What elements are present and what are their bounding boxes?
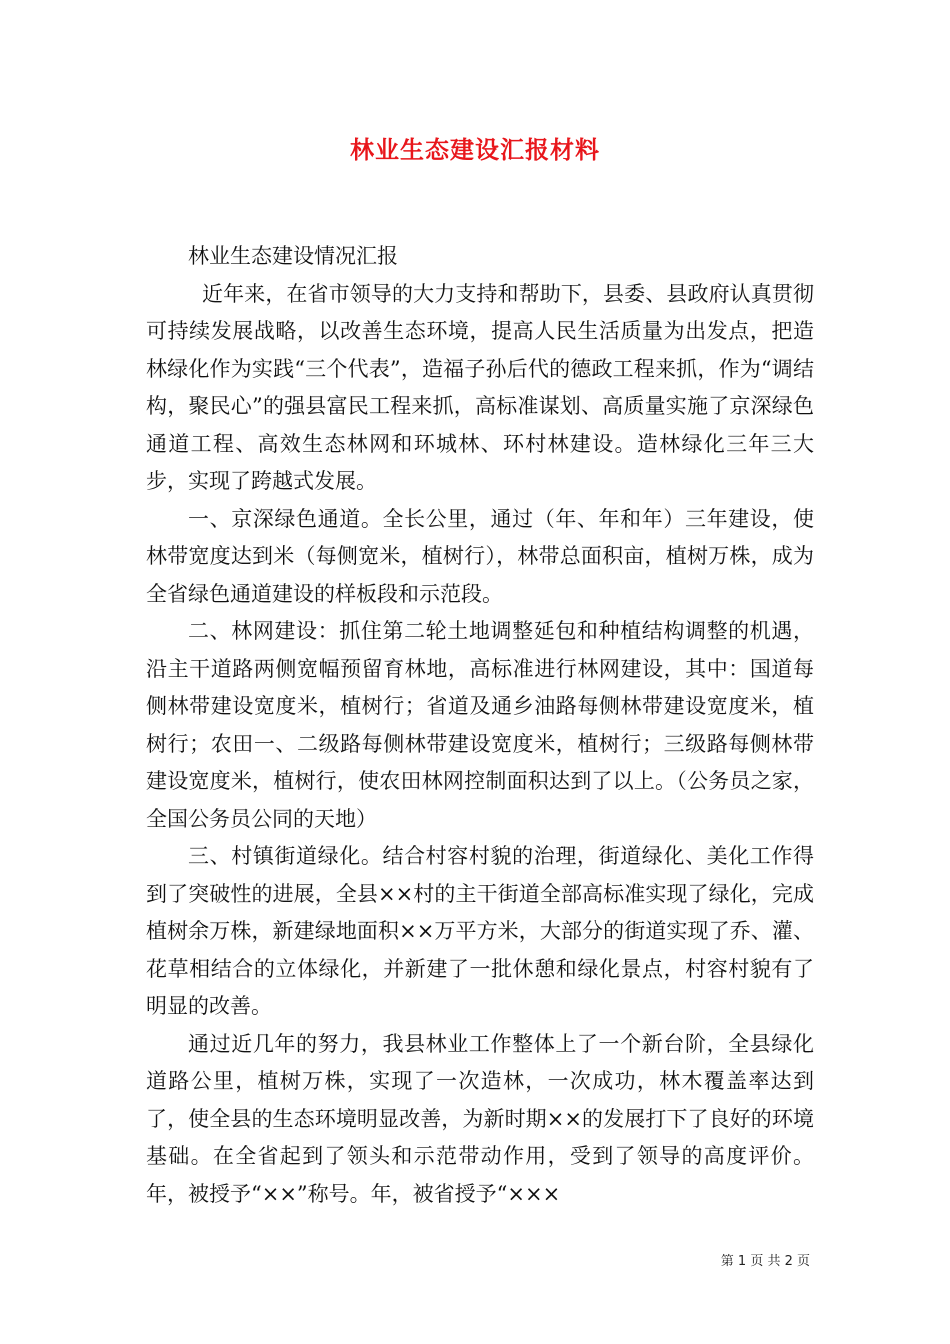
paragraph-green-corridor: 一、京深绿色通道。全长公里，通过（年、年和年）三年建设，使林带宽度达到米（每侧宽米，植树行），林带总面积亩，植树万株，成为全省绿色通道建设的样板段和示范段。: [146, 506, 814, 606]
paragraph-achievements: 通过近几年的努力，我县林业工作整体上了一个新台阶，全县绿化道路公里，植树万株，实现了一次造林，一次成功，林木覆盖率达到了，使全县的生态环境明显改善，为新时期××的发展打下了良好的环境基础。在全省起到了领头和示范带动作用，受到了领导的高度评价。年，被授予“××”称号。年，被省授予“×××: [146, 1031, 814, 1206]
page-number: 第 1 页 共 2 页: [720, 1254, 810, 1269]
document-title: 林业生态建设汇报材料: [350, 135, 600, 164]
paragraph-street-greening: 三、村镇街道绿化。结合村容村貌的治理，街道绿化、美化工作得到了突破性的进展，全县××村的主干街道全部高标准实现了绿化，完成植树余万株，新建绿地面积××万平方米，大部分的街道实现了乔、灌、花草相结合的立体绿化，并新建了一批休憩和绿化景点，村容村貌有了明显的改善。: [146, 844, 814, 1018]
paragraph-intro: 近年来，在省市领导的大力支持和帮助下，县委、县政府认真贯彻可持续发展战略，以改善生态环境，提高人民生活质量为出发点，把造林绿化作为实践“三个代表”，造福子孙后代的德政工程来抓，作为“调结构，聚民心”的强县富民工程来抓，高标准谋划、高质量实施了京深绿色通道工程、高效生态林网和环城林、环村林建设。造林绿化三年三大步，实现了跨越式发展。: [146, 281, 814, 493]
document-body: [146, 238, 814, 1213]
document-subtitle: 林业生态建设情况汇报: [188, 244, 398, 268]
paragraph-forest-network: 二、林网建设：抓住第二轮土地调整延包和种植结构调整的机遇，沿主干道路两侧宽幅预留育林地，高标准进行林网建设，其中：国道每侧林带建设宽度米，植树行；省道及通乡油路每侧林带建设宽度米，植树行；农田一、二级路每侧林带建设宽度米，植树行；三级路每侧林带建设宽度米，植树行，使农田林网控制面积达到了以上。（公务员之家，全国公务员公同的天地）: [146, 619, 814, 831]
